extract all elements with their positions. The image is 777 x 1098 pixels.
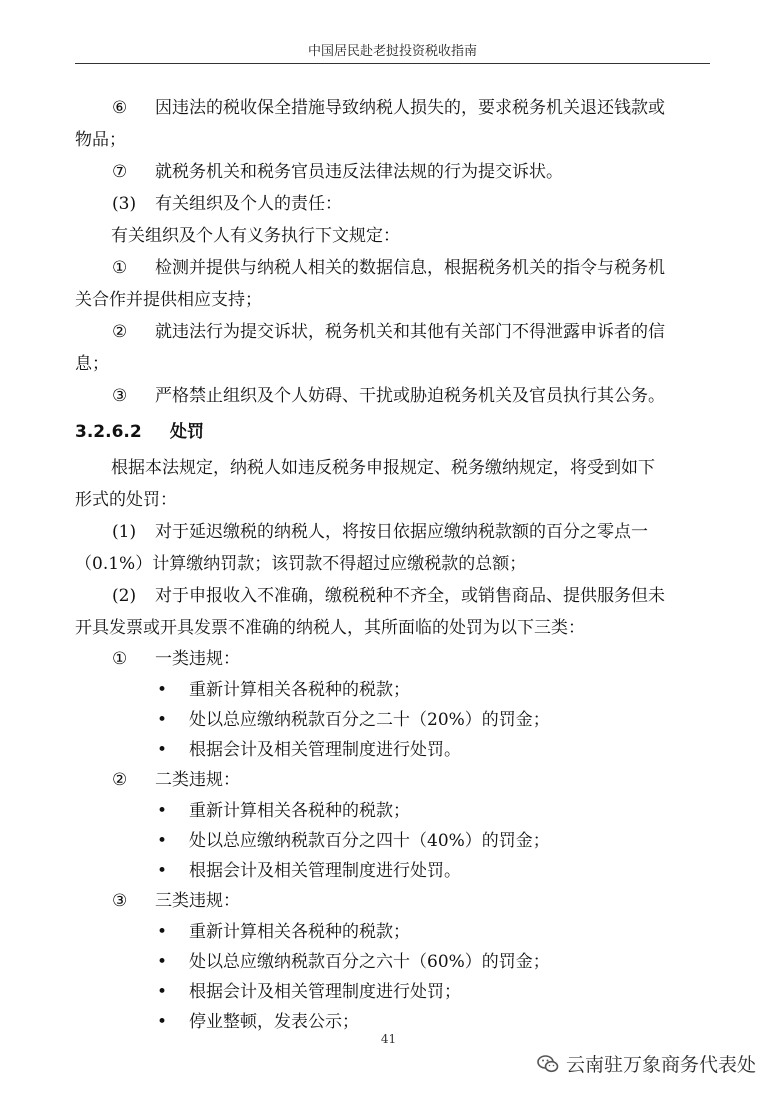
watermark: [536, 1050, 756, 1077]
bullet-text: 处以总应缴纳税款百分之四十（40%）的罚金；: [189, 831, 550, 851]
line-text: 息；: [75, 354, 109, 374]
list-item: [75, 735, 715, 765]
line-text: 就违法行为提交诉状，税务机关和其他有关部门不得泄露申诉者的信: [155, 322, 665, 342]
bullet-text: 停业整顿，发表公示；: [189, 1012, 359, 1032]
page-header: 中国居民赴老挝投资税收指南: [307, 44, 477, 59]
bullet-text: 根据会计及相关管理制度进行处罚。: [189, 740, 461, 760]
paragraph-line: [75, 92, 715, 124]
paragraph-line: [75, 220, 715, 252]
bullet-icon: •: [157, 831, 168, 851]
violation-class-heading: [75, 765, 715, 796]
paragraph-line: [75, 124, 715, 156]
list-item: [75, 917, 715, 947]
bullet-text: 处以总应缴纳税款百分之二十（20%）的罚金；: [189, 710, 550, 730]
line-text: 形式的处罚：: [75, 490, 177, 510]
list-item: [75, 705, 715, 735]
line-text: 因违法的税收保全措施导致纳税人损失的，要求税务机关退还钱款或: [155, 98, 665, 118]
list-item: [75, 856, 715, 886]
line-text: 对于延迟缴税的纳税人，将按日依据应缴纳税款额的百分之零点一: [155, 522, 648, 542]
bullet-icon: •: [157, 1012, 168, 1032]
line-text: 关合作并提供相应支持；: [75, 290, 262, 310]
paragraph-line: [75, 188, 715, 220]
class-title: 一类违规：: [155, 649, 240, 669]
paragraph-line: [75, 156, 715, 188]
item-number: (2): [112, 586, 137, 606]
bullet-icon: •: [157, 982, 168, 1002]
paragraph-line: [75, 580, 715, 612]
paragraph-line: [75, 548, 715, 580]
bullet-icon: •: [157, 922, 168, 942]
bullet-icon: •: [157, 861, 168, 881]
list-item: [75, 947, 715, 977]
paragraph-line: [75, 612, 715, 644]
section-title: 处罚: [170, 422, 204, 442]
item-number: ⑦: [112, 162, 128, 182]
document-body: [75, 92, 715, 1037]
paragraph-line: [75, 380, 715, 412]
bullet-text: 重新计算相关各税种的税款；: [189, 680, 410, 700]
line-text: 检测并提供与纳税人相关的数据信息，根据税务机关的指令与税务机: [155, 258, 665, 278]
item-number: (1): [112, 522, 137, 542]
bullet-text: 根据会计及相关管理制度进行处罚。: [189, 861, 461, 881]
wechat-icon: [536, 1052, 560, 1076]
item-number: ③: [112, 891, 128, 911]
list-item: [75, 796, 715, 826]
paragraph-line: [75, 516, 715, 548]
item-number: ①: [112, 649, 128, 669]
line-text: 有关组织及个人的责任：: [155, 194, 342, 214]
bullet-text: 重新计算相关各税种的税款；: [189, 922, 410, 942]
paragraph-line: [75, 316, 715, 348]
bullet-icon: •: [157, 680, 168, 700]
line-text: 开具发票或开具发票不准确的纳税人，其所面临的处罚为以下三类：: [75, 618, 585, 638]
bullet-text: 处以总应缴纳税款百分之六十（60%）的罚金；: [189, 952, 550, 972]
bullet-icon: •: [157, 710, 168, 730]
item-number: ①: [112, 258, 128, 278]
section-number: 3.2.6.2: [75, 422, 142, 442]
section-heading: [75, 412, 715, 452]
item-number: ⑥: [112, 98, 128, 118]
item-number: ②: [112, 322, 128, 342]
class-title: 二类违规：: [155, 770, 240, 790]
line-text: 根据本法规定，纳税人如违反税务申报规定、税务缴纳规定，将受到如下: [111, 458, 655, 478]
header-rule: [75, 63, 710, 64]
paragraph-line: [75, 348, 715, 380]
line-text: 对于申报收入不准确，缴税税种不齐全，或销售商品、提供服务但未: [155, 586, 665, 606]
paragraph-line: [75, 484, 715, 516]
item-number: ②: [112, 770, 128, 790]
list-item: [75, 826, 715, 856]
item-number: ③: [112, 386, 128, 406]
paragraph-line: [75, 252, 715, 284]
line-text: 物品；: [75, 130, 126, 150]
paragraph-line: [75, 284, 715, 316]
line-text: （0.1%）计算缴纳罚款；该罚款不得超过应缴税款的总额；: [75, 554, 527, 574]
item-number: (3): [112, 194, 137, 214]
list-item: [75, 675, 715, 705]
list-item: [75, 977, 715, 1007]
class-title: 三类违规：: [155, 891, 240, 911]
bullet-text: 根据会计及相关管理制度进行处罚；: [189, 982, 461, 1002]
paragraph-line: [75, 452, 715, 484]
bullet-icon: •: [157, 740, 168, 760]
line-text: 严格禁止组织及个人妨碍、干扰或胁迫税务机关及官员执行其公务。: [155, 386, 665, 406]
bullet-text: 重新计算相关各税种的税款；: [189, 801, 410, 821]
line-text: 有关组织及个人有义务执行下文规定：: [111, 226, 400, 246]
bullet-icon: •: [157, 801, 168, 821]
bullet-icon: •: [157, 952, 168, 972]
violation-class-heading: [75, 886, 715, 917]
violation-class-heading: [75, 644, 715, 675]
watermark-text: 云南驻万象商务代表处: [566, 1054, 757, 1076]
page-number: 41: [380, 1032, 397, 1046]
line-text: 就税务机关和税务官员违反法律法规的行为提交诉状。: [155, 162, 563, 182]
